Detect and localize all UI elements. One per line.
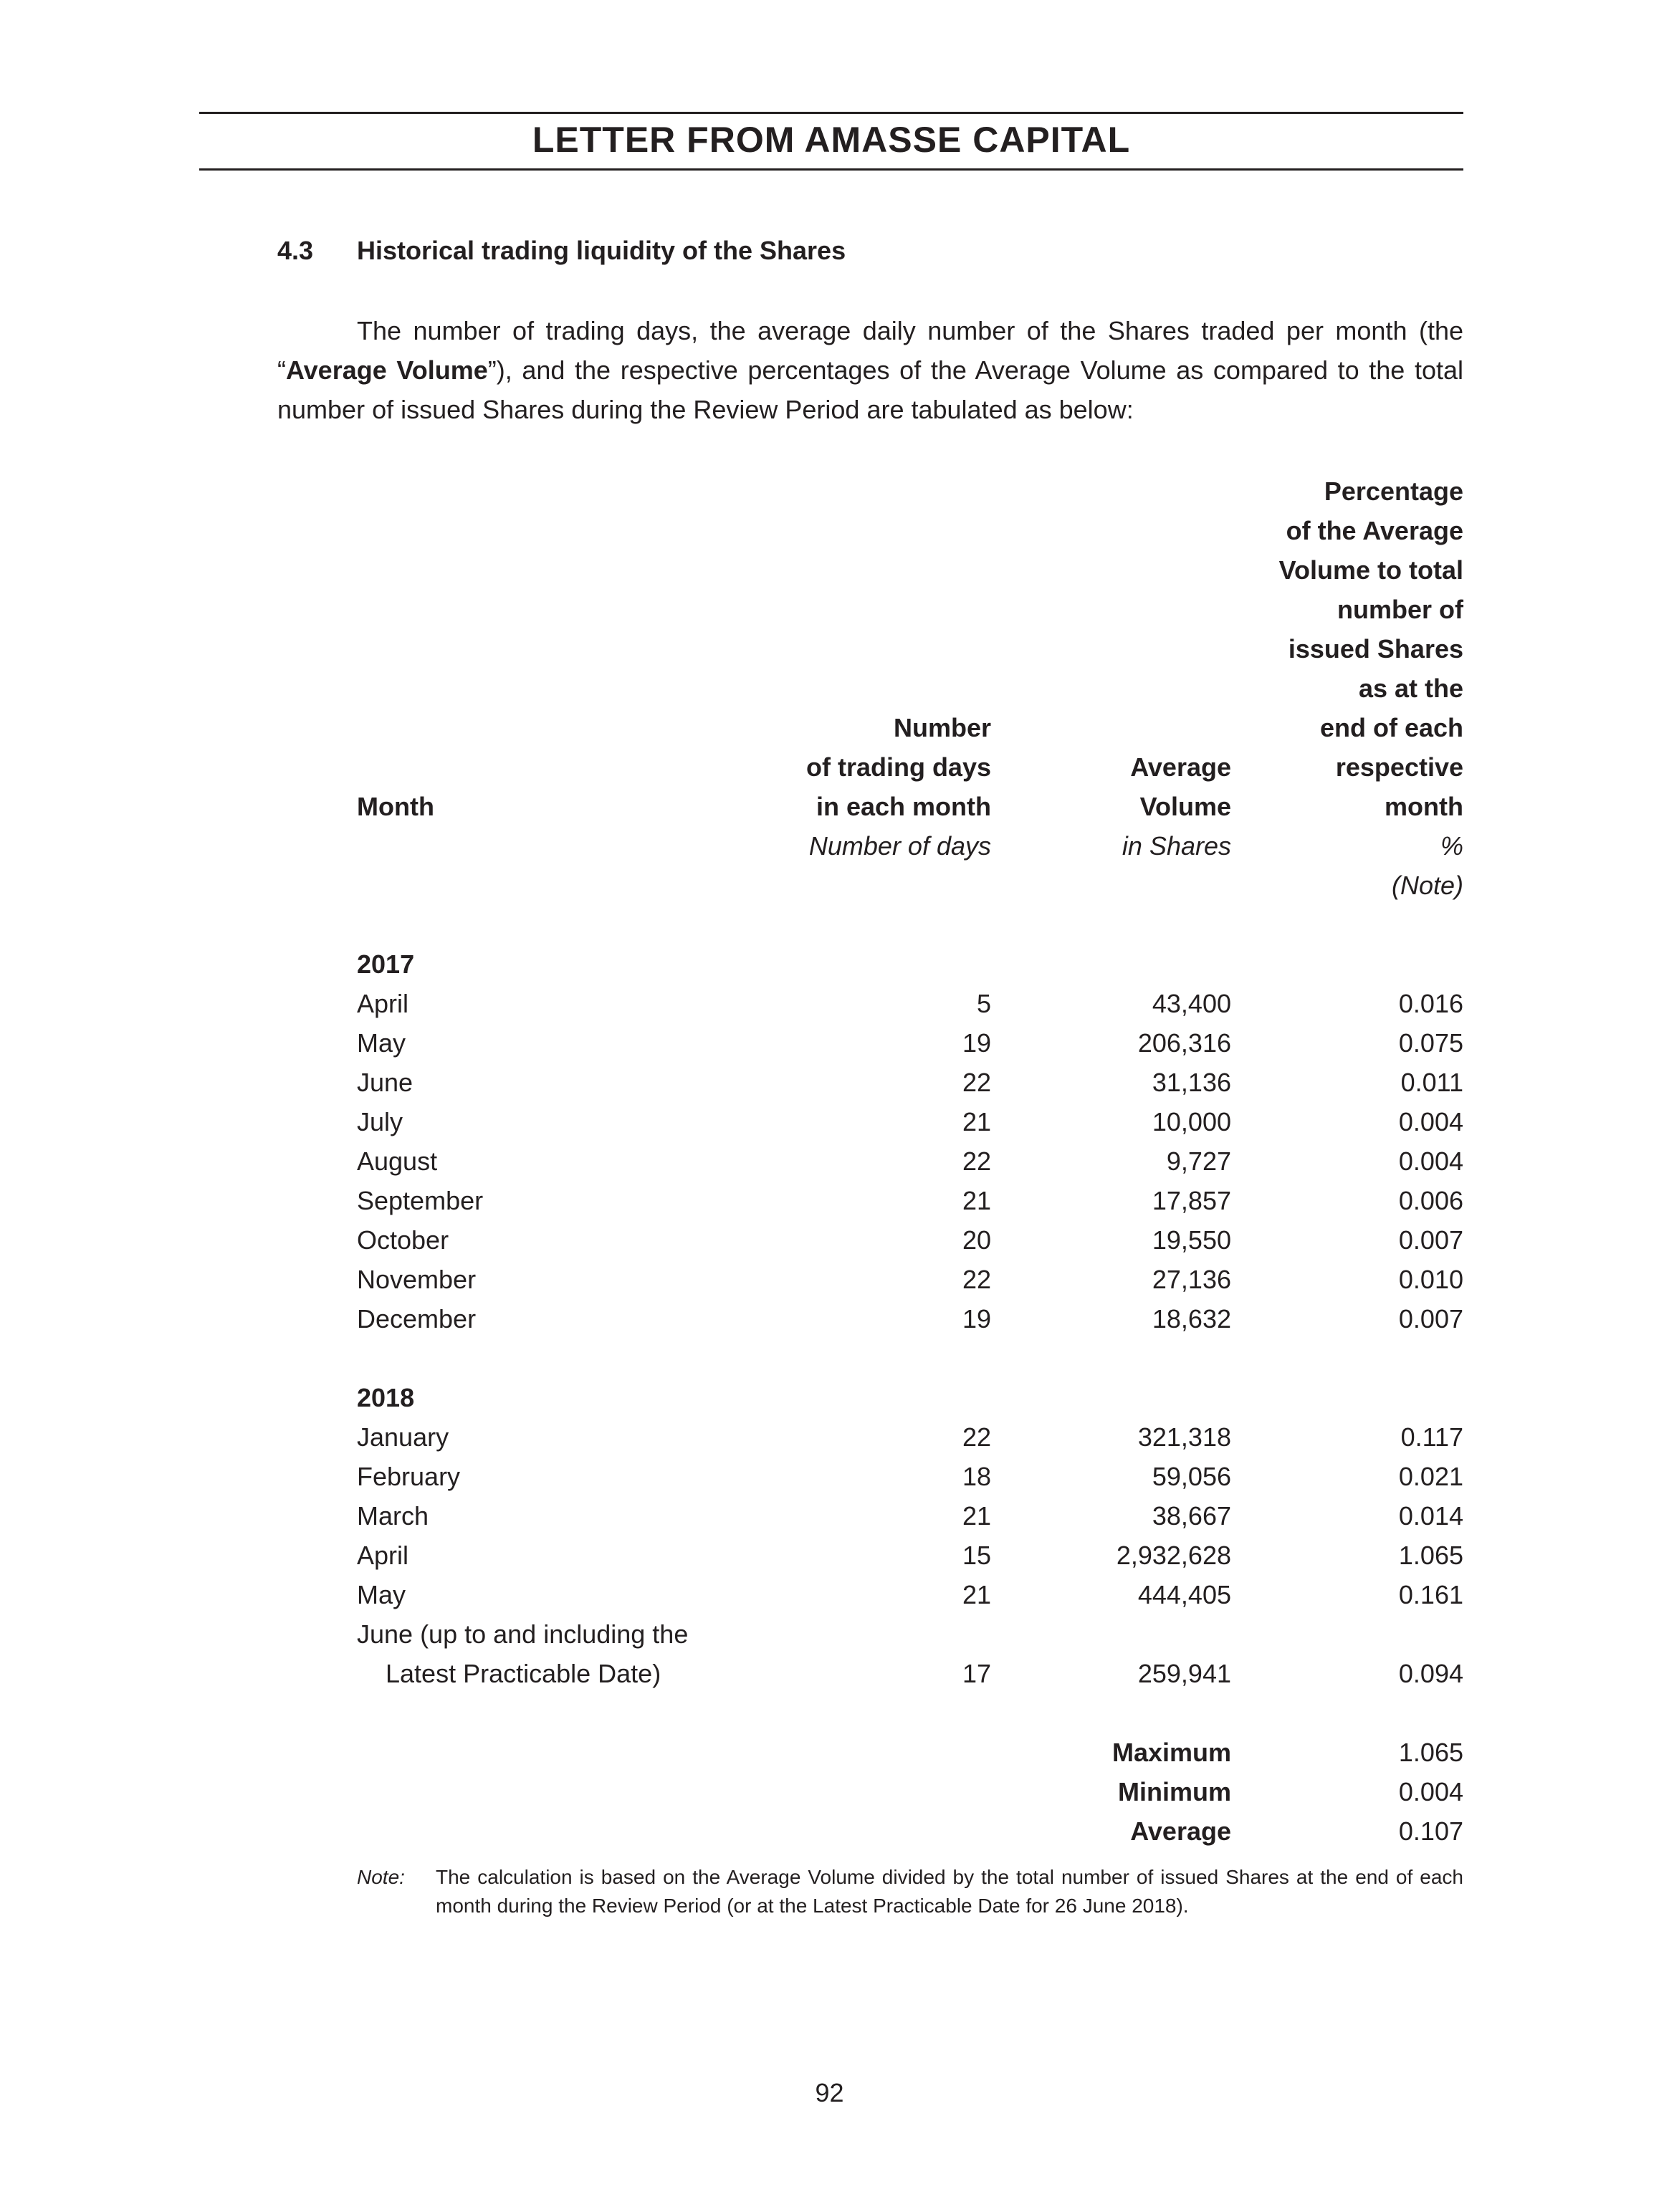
header-percentage-line: issued Shares bbox=[1288, 634, 1463, 664]
row-percentage: 0.161 bbox=[1398, 1580, 1463, 1609]
row-month: April bbox=[357, 989, 409, 1018]
row-average-volume: 43,400 bbox=[1152, 989, 1231, 1018]
row-average-volume: 38,667 bbox=[1152, 1501, 1231, 1531]
note-label: Note: bbox=[357, 1866, 405, 1888]
row-month: September bbox=[357, 1186, 484, 1215]
row-average-volume: 27,136 bbox=[1152, 1265, 1231, 1294]
header-percentage-line: number of bbox=[1337, 595, 1463, 624]
last-row-percentage: 0.094 bbox=[1398, 1659, 1463, 1688]
header-trading-days-line: in each month bbox=[816, 792, 991, 821]
row-percentage: 0.007 bbox=[1398, 1225, 1463, 1255]
row-month: June bbox=[357, 1068, 413, 1097]
row-average-volume: 18,632 bbox=[1152, 1304, 1231, 1334]
summary-value-average: 0.107 bbox=[1398, 1816, 1463, 1846]
section-number: 4.3 bbox=[277, 236, 314, 265]
header-average-volume-line: Volume bbox=[1139, 792, 1231, 821]
section-title: Historical trading liquidity of the Shares bbox=[357, 236, 846, 265]
intro-paragraph bbox=[277, 311, 1463, 429]
year-label-2018: 2018 bbox=[357, 1383, 415, 1412]
unit-average-volume: in Shares bbox=[1122, 831, 1231, 861]
row-trading-days: 20 bbox=[962, 1225, 991, 1255]
summary-label-maximum: Maximum bbox=[1111, 1738, 1231, 1767]
unit-trading-days: Number of days bbox=[808, 831, 991, 861]
row-percentage: 0.014 bbox=[1398, 1501, 1463, 1531]
row-average-volume: 321,318 bbox=[1137, 1422, 1231, 1452]
intro-bold-term: Average Volume bbox=[286, 355, 488, 385]
row-average-volume: 59,056 bbox=[1152, 1462, 1231, 1491]
row-month: February bbox=[357, 1462, 461, 1491]
row-percentage: 0.011 bbox=[1400, 1068, 1463, 1097]
row-month: March bbox=[357, 1501, 429, 1531]
row-month: July bbox=[357, 1107, 403, 1136]
row-month: January bbox=[357, 1422, 449, 1452]
row-month: November bbox=[357, 1265, 477, 1294]
summary-value-maximum: 1.065 bbox=[1398, 1738, 1463, 1767]
row-trading-days: 22 bbox=[962, 1068, 991, 1097]
header-percentage-line: month bbox=[1385, 792, 1463, 821]
header-percentage-line: end of each bbox=[1319, 713, 1463, 742]
row-percentage: 0.010 bbox=[1398, 1265, 1463, 1294]
header-percentage-line: as at the bbox=[1358, 674, 1463, 703]
row-month: May bbox=[357, 1580, 406, 1609]
row-month: August bbox=[357, 1146, 438, 1176]
summary-value-minimum: 0.004 bbox=[1398, 1777, 1463, 1806]
header-percentage-line: of the Average bbox=[1286, 516, 1463, 545]
row-average-volume: 17,857 bbox=[1152, 1186, 1231, 1215]
last-row-month-line2: Latest Practicable Date) bbox=[386, 1659, 661, 1688]
row-percentage: 0.004 bbox=[1398, 1107, 1463, 1136]
row-trading-days: 21 bbox=[962, 1501, 991, 1531]
row-percentage: 0.016 bbox=[1398, 989, 1463, 1018]
row-trading-days: 22 bbox=[962, 1146, 991, 1176]
row-trading-days: 5 bbox=[976, 989, 991, 1018]
row-percentage: 0.006 bbox=[1398, 1186, 1463, 1215]
summary-label-minimum: Minimum bbox=[1118, 1777, 1231, 1806]
row-trading-days: 19 bbox=[962, 1304, 991, 1334]
unit-percentage: % bbox=[1440, 831, 1463, 861]
header-percentage-line: respective bbox=[1335, 752, 1463, 782]
row-trading-days: 19 bbox=[962, 1028, 991, 1058]
header-percentage-line: Volume to total bbox=[1278, 555, 1463, 585]
header-rule-bottom bbox=[199, 168, 1463, 171]
header-month: Month bbox=[357, 792, 434, 821]
row-average-volume: 2,932,628 bbox=[1116, 1541, 1231, 1570]
row-percentage: 0.004 bbox=[1398, 1146, 1463, 1176]
row-percentage: 0.117 bbox=[1400, 1422, 1463, 1452]
year-label-2017: 2017 bbox=[357, 949, 415, 979]
intro-text-after: ”), and the respective percentages of the Average Volume as compared to the total number of issued Shares during the Review Period are tabulated as below: bbox=[277, 355, 1463, 424]
row-trading-days: 22 bbox=[962, 1265, 991, 1294]
row-average-volume: 31,136 bbox=[1152, 1068, 1231, 1097]
summary-label-average: Average bbox=[1130, 1816, 1231, 1846]
row-trading-days: 21 bbox=[962, 1580, 991, 1609]
header-rule-top bbox=[199, 112, 1463, 114]
row-trading-days: 22 bbox=[962, 1422, 991, 1452]
row-month: October bbox=[357, 1225, 449, 1255]
last-row-volume: 259,941 bbox=[1137, 1659, 1231, 1688]
row-percentage: 0.075 bbox=[1398, 1028, 1463, 1058]
row-average-volume: 9,727 bbox=[1166, 1146, 1231, 1176]
row-month: December bbox=[357, 1304, 477, 1334]
row-percentage: 1.065 bbox=[1398, 1541, 1463, 1570]
header-trading-days-line: of trading days bbox=[805, 752, 991, 782]
row-trading-days: 21 bbox=[962, 1107, 991, 1136]
row-average-volume: 19,550 bbox=[1152, 1225, 1231, 1255]
last-row-days: 17 bbox=[962, 1659, 991, 1688]
page-number: 92 bbox=[815, 2078, 844, 2107]
row-percentage: 0.007 bbox=[1398, 1304, 1463, 1334]
row-average-volume: 444,405 bbox=[1137, 1580, 1231, 1609]
header-trading-days-line: Number bbox=[893, 713, 991, 742]
intro-text-before: The number of trading days, the average daily number of the Shares traded per month (the “ bbox=[277, 316, 1463, 385]
row-month: May bbox=[357, 1028, 406, 1058]
row-trading-days: 21 bbox=[962, 1186, 991, 1215]
last-row-month-line1: June (up to and including the bbox=[357, 1619, 689, 1649]
row-average-volume: 10,000 bbox=[1152, 1107, 1231, 1136]
row-average-volume: 206,316 bbox=[1137, 1028, 1231, 1058]
row-percentage: 0.021 bbox=[1398, 1462, 1463, 1491]
note-text: The calculation is based on the Average Volume divided by the total number of issued Shares at the end of each month during the Review Period (or at the Latest Practicable Date for 26 June 2018). bbox=[436, 1866, 1463, 1917]
header-average-volume-line: Average bbox=[1130, 752, 1231, 782]
unit-percentage-note: (Note) bbox=[1391, 871, 1463, 900]
page-header-title: LETTER FROM AMASSE CAPITAL bbox=[532, 120, 1131, 160]
row-trading-days: 15 bbox=[962, 1541, 991, 1570]
header-percentage-line: Percentage bbox=[1324, 477, 1463, 506]
row-trading-days: 18 bbox=[962, 1462, 991, 1491]
row-month: April bbox=[357, 1541, 409, 1570]
